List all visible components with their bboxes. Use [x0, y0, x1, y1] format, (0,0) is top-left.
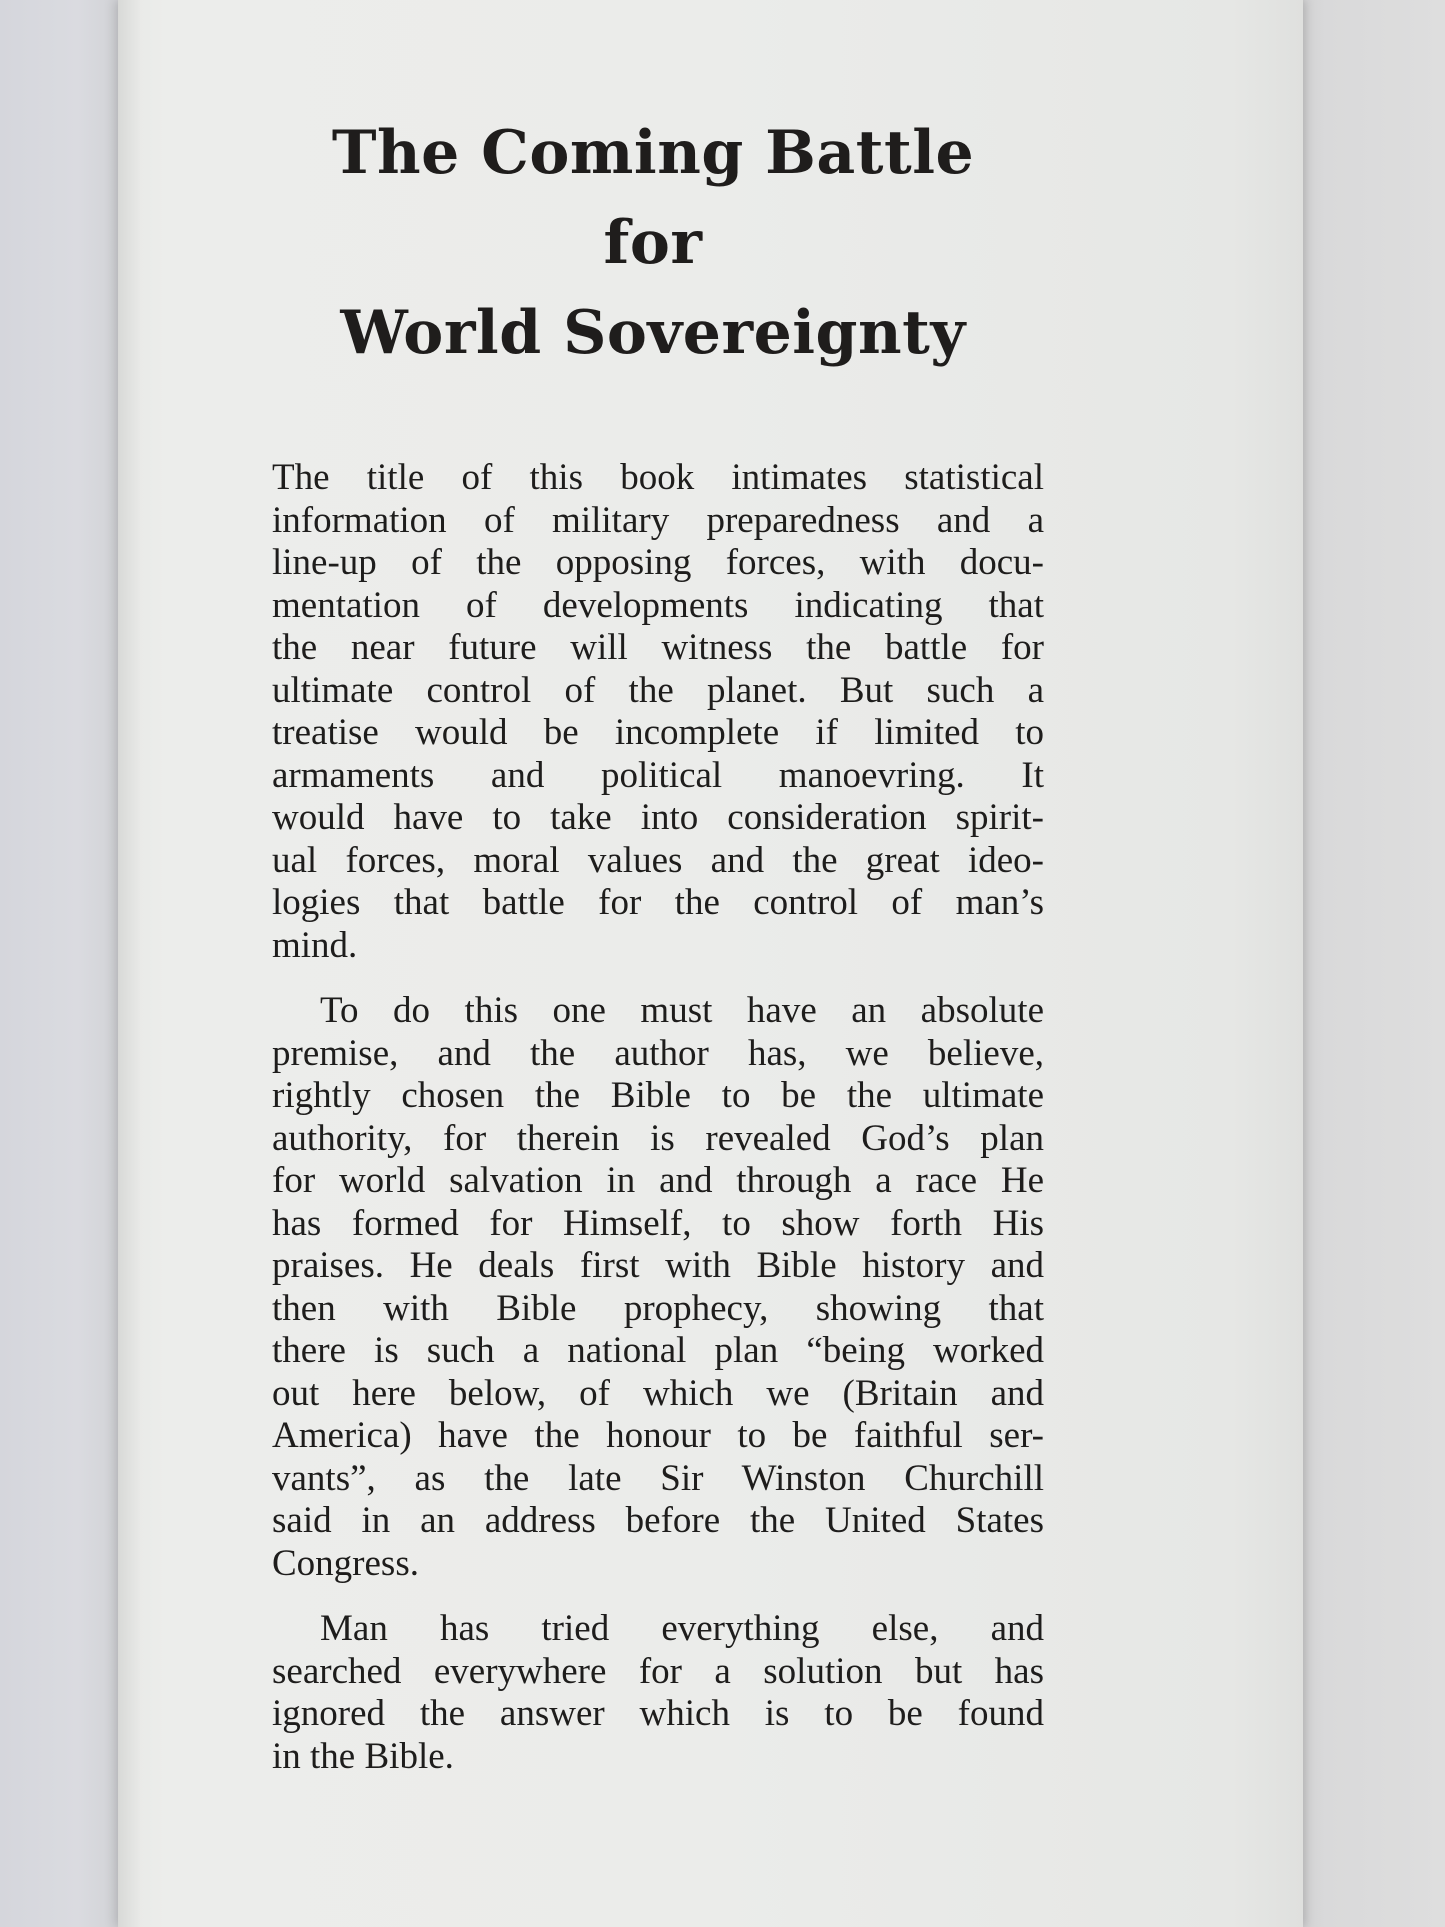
title-line-2: for	[603, 208, 703, 278]
text-line: vants”, as the late Sir Winston Churchill	[272, 1457, 1044, 1499]
text-line: has formed for Himself, to show forth His	[272, 1202, 1044, 1244]
text-line: out here below, of which we (Britain and	[272, 1372, 1044, 1414]
book-title	[118, 108, 1188, 378]
paragraph-3	[272, 1608, 1044, 1778]
text-line: rightly chosen the Bible to be the ultimate	[272, 1075, 1044, 1116]
background-right	[1295, 0, 1445, 1927]
text-line: line-up of the opposing forces, with docu-	[272, 542, 1044, 583]
text-line: treatise would be incomplete if limited to	[272, 712, 1044, 753]
paragraph-1	[272, 457, 1044, 967]
text-line: praises. He deals first with Bible history and	[272, 1245, 1044, 1286]
text-line: ual forces, moral values and the great ideo-	[272, 839, 1044, 881]
text-line: premise, and the author has, we believe,	[272, 1032, 1044, 1074]
text-line: mentation of developments indicating that	[272, 584, 1044, 626]
text-line: the near future will witness the battle for	[272, 627, 1044, 668]
text-line: would have to take into consideration spirit-	[272, 797, 1044, 838]
text-line: there is such a national plan “being worked	[272, 1330, 1044, 1371]
text-line: searched everywhere for a solution but has	[272, 1650, 1044, 1692]
text-line: Man has tried everything else, and	[320, 1608, 1044, 1649]
paragraph-2	[272, 990, 1044, 1585]
text-line: mind.	[272, 924, 358, 966]
text-line: ultimate control of the planet. But such a	[272, 669, 1044, 711]
text-line: then with Bible prophecy, showing that	[272, 1287, 1044, 1329]
text-line: armaments and political manoevring. It	[272, 754, 1044, 796]
text-line: information of military preparedness and a	[272, 499, 1044, 541]
text-line: The title of this book intimates statistical	[272, 457, 1044, 498]
title-line-3: World Sovereignty	[340, 298, 966, 368]
text-line: authority, for therein is revealed God’s plan	[272, 1117, 1044, 1159]
text-line: logies that battle for the control of man’s	[272, 882, 1044, 923]
text-line: said in an address before the United States	[272, 1500, 1044, 1541]
text-line: for world salvation in and through a race He	[272, 1160, 1044, 1201]
blurb-text	[272, 457, 1044, 1801]
text-line: in the Bible.	[272, 1735, 454, 1777]
text-line: America) have the honour to be faithful ser-	[272, 1415, 1044, 1456]
text-line: Congress.	[272, 1542, 419, 1584]
text-line: ignored the answer which is to be found	[272, 1693, 1044, 1734]
text-line: To do this one must have an absolute	[320, 990, 1044, 1031]
title-line-1: The Coming Battle	[331, 118, 975, 188]
background-left	[0, 0, 130, 1927]
